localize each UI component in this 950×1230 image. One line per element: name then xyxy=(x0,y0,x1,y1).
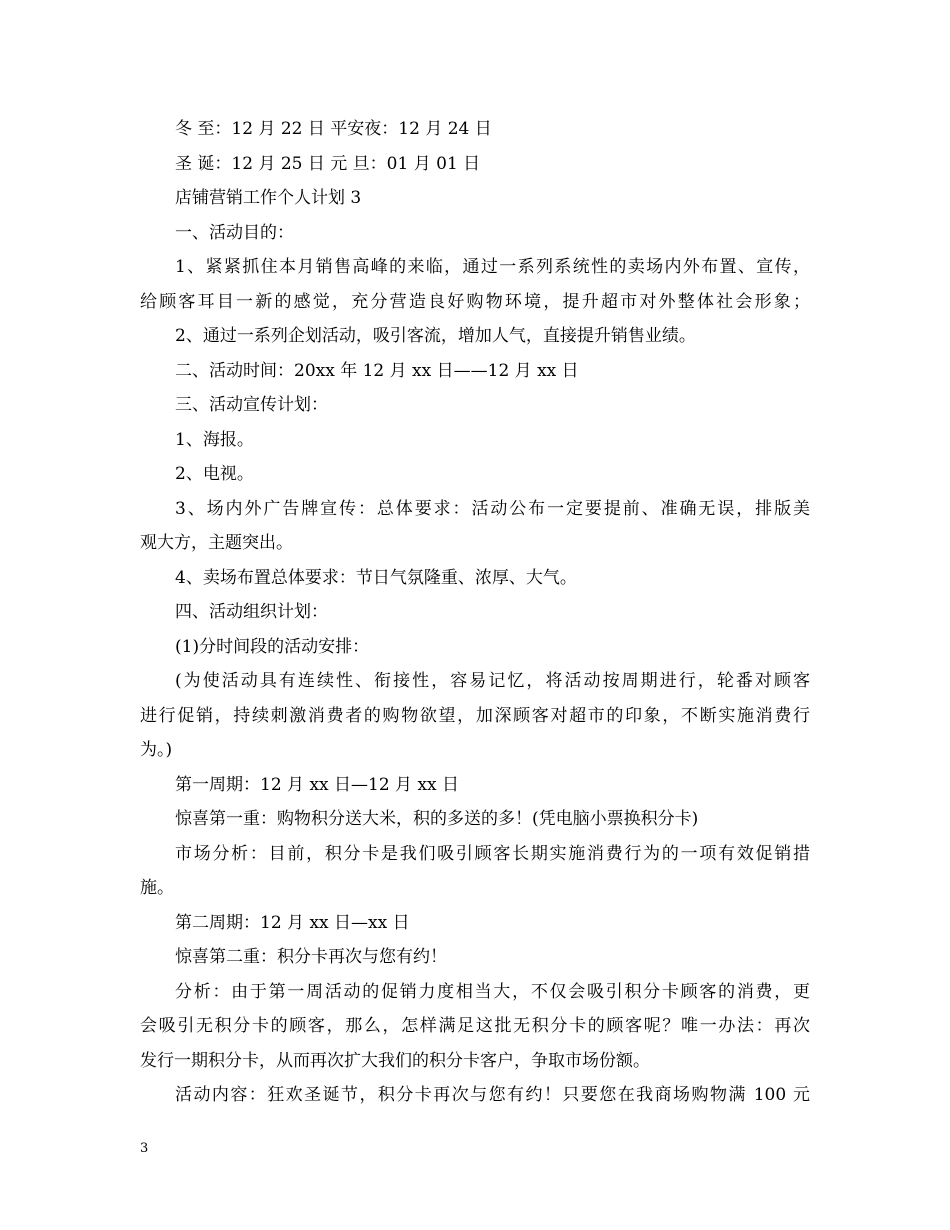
period-heading: 第一周期：12 月 xx 日—12 月 xx 日 xyxy=(175,774,460,795)
list-item: 2、电视。 xyxy=(175,464,254,484)
paragraph-line: 4、卖场布置总体要求：节日气氛隆重、浓厚、大气。 xyxy=(175,567,577,588)
paragraph-line: 发行一期积分卡，从而再次扩大我们的积分卡客户，争取市场份额。 xyxy=(140,1050,650,1071)
subheading: (1)分时间段的活动安排： xyxy=(175,636,370,657)
paragraph-line: 进行促销，持续刺激消费者的购物欲望，加深顾客对超市的印象，不断实施消费行 xyxy=(140,705,810,726)
paragraph-line: 给顾客耳目一新的感觉，充分营造良好购物环境，提升超市对外整体社会形象； xyxy=(140,291,810,312)
paragraph-line: 分析：由于第一周活动的促销力度相当大，不仅会吸引积分卡顾客的消费，更 xyxy=(175,981,810,1002)
paragraph-line: (为使活动具有连续性、衔接性，容易记忆，将活动按周期进行，轮番对顾客 xyxy=(175,671,810,691)
period-heading: 第二周期：12 月 xx 日—xx 日 xyxy=(175,912,410,933)
paragraph-line: 惊喜第二重：积分卡再次与您有约！ xyxy=(175,947,447,967)
paragraph-line: 观大方，主题突出。 xyxy=(140,533,293,553)
paragraph-line: 1、紧紧抓住本月销售高峰的来临，通过一系列系统性的卖场内外布置、宣传， xyxy=(175,257,810,277)
holiday-line-1: 冬 至：12 月 22 日 平安夜：12 月 24 日 xyxy=(175,119,492,139)
heading-promotion-plan: 三、活动宣传计划： xyxy=(175,395,328,415)
heading-activity-purpose: 一、活动目的： xyxy=(175,222,294,243)
heading-organization-plan: 四、活动组织计划： xyxy=(175,602,328,622)
section-title: 店铺营销工作个人计划 3 xyxy=(175,188,362,208)
paragraph-line: 惊喜第一重：购物积分送大米，积的多送的多！(凭电脑小票换积分卡) xyxy=(175,809,699,829)
paragraph-line: 活动内容：狂欢圣诞节，积分卡再次与您有约！只要您在我商场购物满 100 元 xyxy=(175,1085,810,1105)
paragraph-line: 市场分析：目前，积分卡是我们吸引顾客长期实施消费行为的一项有效促销措 xyxy=(175,843,810,864)
paragraph-line: 3、场内外广告牌宣传：总体要求：活动公布一定要提前、准确无误，排版美 xyxy=(175,498,810,519)
document-body xyxy=(140,112,810,1113)
paragraph-line: 施。 xyxy=(140,878,174,898)
heading-activity-time: 二、活动时间：20xx 年 12 月 xx 日——12 月 xx 日 xyxy=(175,360,579,381)
paragraph-line: 会吸引无积分卡的顾客，那么，怎样满足这批无积分卡的顾客呢？唯一办法：再次 xyxy=(140,1016,810,1036)
list-item: 1、海报。 xyxy=(175,429,254,450)
paragraph-line: 为。) xyxy=(140,740,173,760)
holiday-line-2: 圣 诞：12 月 25 日 元 旦：01 月 01 日 xyxy=(175,153,481,174)
paragraph-line: 2、通过一系列企划活动，吸引客流，增加人气，直接提升销售业绩。 xyxy=(175,326,696,346)
page-number: 3 xyxy=(140,1141,149,1156)
